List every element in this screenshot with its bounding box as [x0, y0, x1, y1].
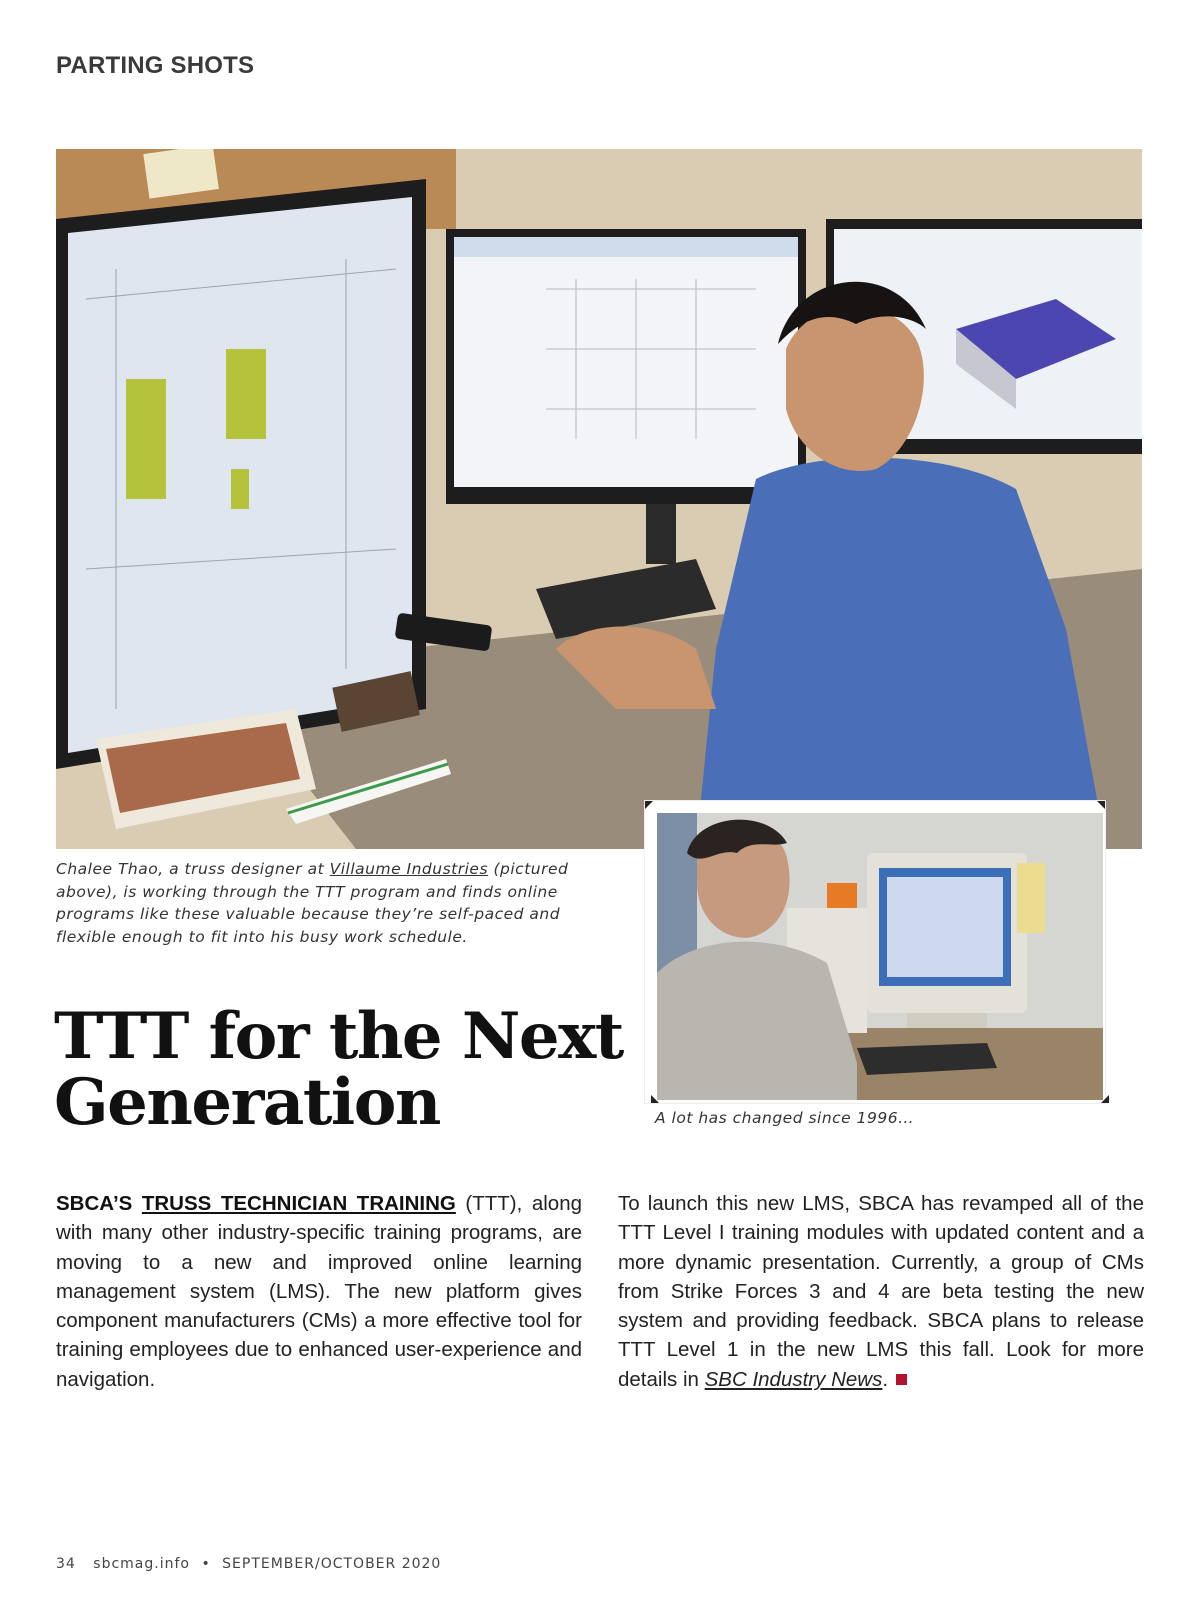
- page-footer: [56, 1556, 441, 1572]
- frame-corner-marker: [645, 801, 653, 809]
- main-photo-caption: [56, 858, 616, 948]
- caption-text-before: Chalee Thao, a truss designer at: [56, 860, 330, 878]
- article-headline: TTT for the Next Generation: [54, 999, 623, 1140]
- frame-corner-marker: [1101, 1095, 1109, 1103]
- caption-text-after: (pictured above), is working through the TTT program and finds online programs like these valuable because they’re self-paced and flexible enough to fit into his busy work schedule.: [56, 860, 569, 946]
- end-of-article-mark: [896, 1374, 907, 1385]
- inset-photo-caption: A lot has changed since 1996…: [655, 1109, 915, 1127]
- body-column-right: [618, 1189, 1144, 1394]
- main-photo: [56, 149, 1142, 849]
- body-column-left: [56, 1189, 582, 1394]
- inset-photo: [657, 813, 1103, 1100]
- frame-corner-marker: [651, 1095, 659, 1103]
- lead-in: SBCA’S: [56, 1192, 133, 1215]
- footer-site[interactable]: sbcmag.info: [93, 1556, 190, 1572]
- section-label: PARTING SHOTS: [56, 52, 255, 79]
- footer-issue: SEPTEMBER/OCTOBER 2020: [222, 1556, 442, 1572]
- body-right-end: .: [882, 1367, 889, 1391]
- frame-corner-marker: [1097, 801, 1105, 809]
- truss-technician-training-link[interactable]: TRUSS TECHNICIAN TRAINING: [141, 1192, 456, 1215]
- footer-separator: •: [201, 1556, 211, 1572]
- page-number: 34: [56, 1556, 76, 1572]
- villaume-industries-link[interactable]: Villaume Industries: [329, 860, 489, 878]
- sbc-industry-news-link[interactable]: SBC Industry News: [704, 1367, 883, 1391]
- body-left-text: (TTT), along with many other industry-specific training programs, are moving to a new and improved online learning management system (LMS). The new platform gives component manufacturers (CMs) a more effective tool for training employees due to enhanced user-experience and navigation.: [56, 1192, 582, 1391]
- body-right-text: To launch this new LMS, SBCA has revamped all of the TTT Level I training modules with updated content and a more dynamic presentation. Currently, a group of CMs from Strike Forces 3 and 4 are beta testing the new system and providing feedback. SBCA plans to release TTT Level 1 in the new LMS this fall. Look for more details in: [618, 1192, 1144, 1391]
